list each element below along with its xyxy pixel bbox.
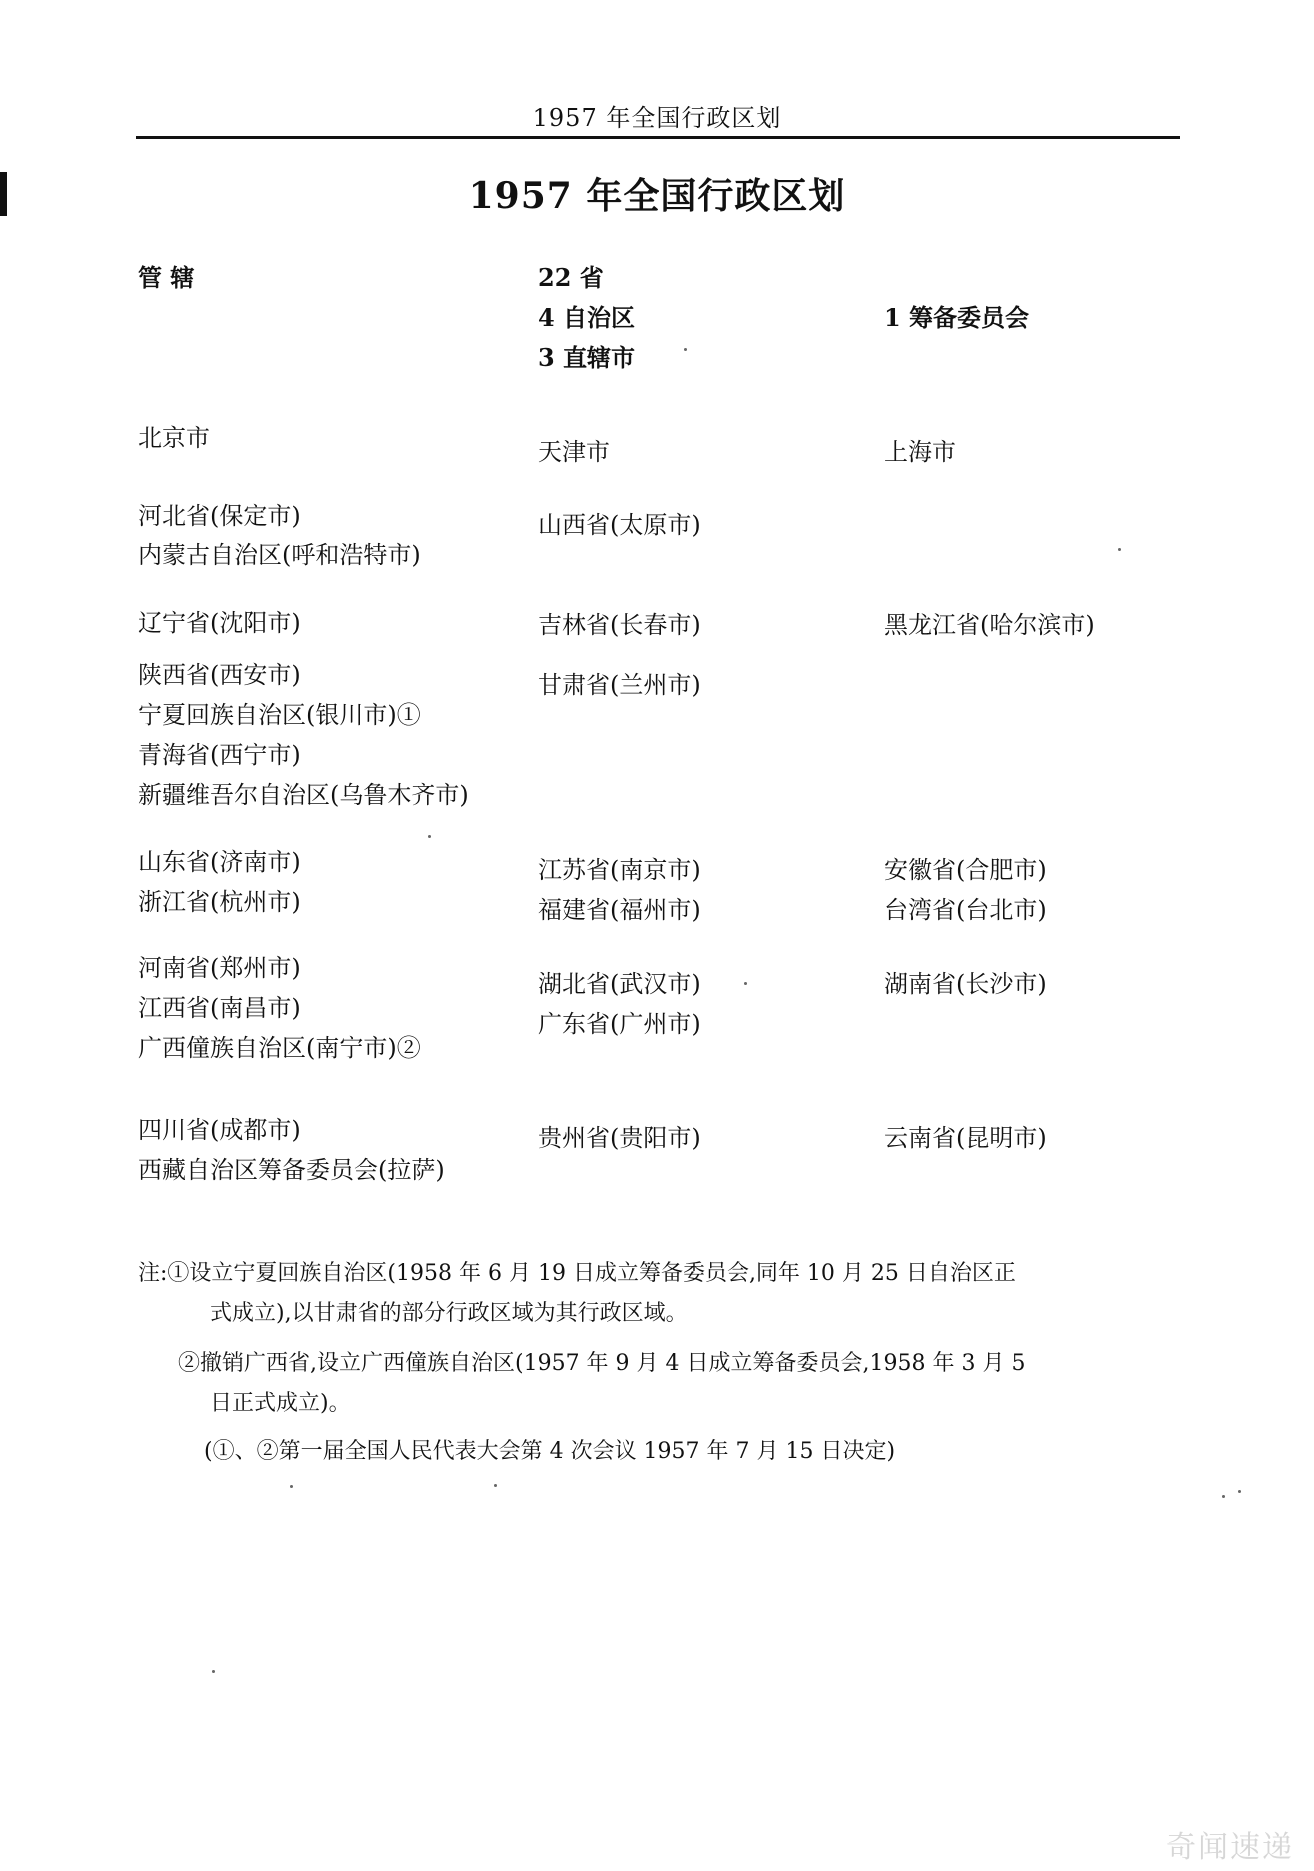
division-entry: 河南省(郑州市) bbox=[138, 954, 301, 982]
preparatory-count: 1 筹备委员会 bbox=[884, 303, 1030, 332]
division-entry: 安徽省(合肥市) bbox=[884, 856, 1047, 884]
division-entry: 西藏自治区筹备委员会(拉萨) bbox=[138, 1156, 445, 1184]
scan-speck bbox=[494, 1484, 497, 1487]
scan-speck bbox=[290, 1485, 293, 1488]
scan-speck bbox=[1238, 1490, 1241, 1493]
division-entry: 湖南省(长沙市) bbox=[884, 970, 1047, 998]
note-1-line-1: 注:①设立宁夏回族自治区(1958 年 6 月 19 日成立筹备委员会,同年 10 月 25 日自治区正 bbox=[138, 1261, 1016, 1286]
division-entry: 北京市 bbox=[138, 424, 210, 452]
running-head: 1957 年全国行政区划 bbox=[532, 104, 782, 132]
provinces-count: 22 省 bbox=[538, 263, 604, 292]
division-entry: 河北省(保定市) bbox=[138, 502, 301, 530]
division-entry: 山东省(济南市) bbox=[138, 848, 301, 876]
note-3: (①、②第一届全国人民代表大会第 4 次会议 1957 年 7 月 15 日决定) bbox=[204, 1439, 896, 1464]
division-entry: 江苏省(南京市) bbox=[538, 856, 701, 884]
scan-speck bbox=[1118, 548, 1121, 551]
division-entry: 黑龙江省(哈尔滨市) bbox=[884, 611, 1095, 639]
note-1-line-2: 式成立),以甘肃省的部分行政区域为其行政区域。 bbox=[210, 1301, 688, 1326]
scan-speck bbox=[428, 835, 431, 838]
note-2-line-1: ②撤销广西省,设立广西僮族自治区(1957 年 9 月 4 日成立筹备委员会,1958 年 3 月 5 bbox=[178, 1351, 1026, 1376]
scan-speck bbox=[684, 348, 687, 351]
division-entry: 江西省(南昌市) bbox=[138, 994, 301, 1022]
division-entry: 宁夏回族自治区(银川市)① bbox=[138, 701, 421, 729]
scan-speck bbox=[744, 982, 747, 985]
division-entry: 甘肃省(兰州市) bbox=[538, 671, 701, 699]
scan-speck bbox=[212, 1670, 215, 1673]
watermark: 奇闻速递 bbox=[1166, 1830, 1294, 1865]
division-entry: 陕西省(西安市) bbox=[138, 661, 301, 689]
division-entry: 浙江省(杭州市) bbox=[138, 888, 301, 916]
division-entry: 上海市 bbox=[884, 438, 956, 466]
division-entry: 广西僮族自治区(南宁市)② bbox=[138, 1034, 421, 1062]
division-entry: 天津市 bbox=[538, 438, 610, 466]
division-entry: 内蒙古自治区(呼和浩特市) bbox=[138, 541, 421, 569]
division-entry: 山西省(太原市) bbox=[538, 511, 701, 539]
note-2-line-2: 日正式成立)。 bbox=[210, 1391, 351, 1416]
jurisdiction-label: 管 辖 bbox=[138, 263, 195, 292]
division-entry: 青海省(西宁市) bbox=[138, 741, 301, 769]
scan-speck bbox=[1222, 1495, 1225, 1498]
municipalities-count: 3 直辖市 bbox=[538, 343, 636, 372]
header-rule bbox=[136, 136, 1180, 139]
division-entry: 广东省(广州市) bbox=[538, 1010, 701, 1038]
division-entry: 辽宁省(沈阳市) bbox=[138, 609, 301, 637]
division-entry: 四川省(成都市) bbox=[138, 1116, 301, 1144]
page-title: 1957 年全国行政区划 bbox=[468, 175, 846, 217]
division-entry: 台湾省(台北市) bbox=[884, 896, 1047, 924]
division-entry: 福建省(福州市) bbox=[538, 896, 701, 924]
autonomous-regions-count: 4 自治区 bbox=[538, 303, 636, 332]
division-entry: 吉林省(长春市) bbox=[538, 611, 701, 639]
division-entry: 新疆维吾尔自治区(乌鲁木齐市) bbox=[138, 781, 469, 809]
division-entry: 贵州省(贵阳市) bbox=[538, 1124, 701, 1152]
division-entry: 云南省(昆明市) bbox=[884, 1124, 1047, 1152]
division-entry: 湖北省(武汉市) bbox=[538, 970, 701, 998]
